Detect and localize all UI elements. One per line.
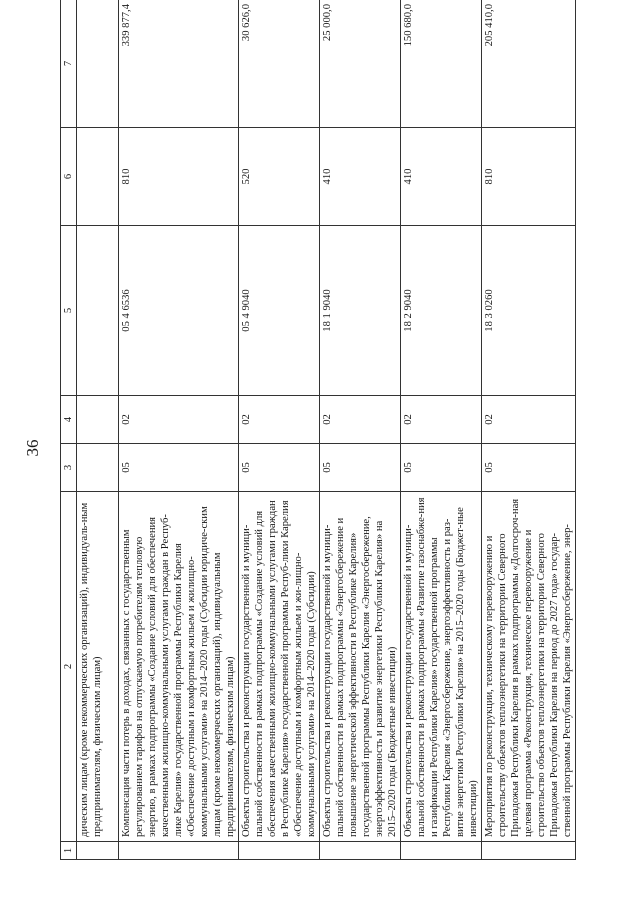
row-amount: 25 000,0: [320, 0, 401, 128]
row-index-cell: [401, 842, 482, 860]
budget-table: [60, 0, 576, 860]
row-name: Объекты строительства и реконструкции государственной и муници-пальной собственности в рамках подпрограммы «Энергосбережение и повышение энергетической эффективности в Республике Карелия» государственной программы Республики Карелия «Энергосбережение, энергоэффективность и развитие энергетики Республики Карелия» на 2015–2020 годы (Бюджетные инвестиции): [320, 492, 401, 842]
row-subsection: 02: [401, 396, 482, 444]
row-subsection: 02: [239, 396, 320, 444]
header-col-2: 2: [61, 492, 77, 842]
row-target-code: 05 4 6536: [119, 226, 239, 396]
row-amount: 339 877,4: [119, 0, 239, 128]
header-col-6: 6: [61, 128, 77, 226]
header-col-5: 5: [61, 226, 77, 396]
row-target-code: 05 4 9040: [239, 226, 320, 396]
row-amount: 150 680,0: [401, 0, 482, 128]
row-target-code: 18 1 9040: [320, 226, 401, 396]
row-expense-type: 520: [239, 128, 320, 226]
header-col-3: 3: [61, 444, 77, 492]
row-name: Объекты строительства и реконструкции государственной и муници-пальной собственности в рамках подпрограммы «Создание условий для обеспечения качественными жилищно-коммунальными услугами граждан в Республике Карелия» государственной программы Респуб-лики Карелия «Обеспечение доступным и комфортным жильем и жи-лищно-коммунальными услугами» на 2014–2020 годы (Субсидии): [239, 492, 320, 842]
header-col-7: 7: [61, 0, 77, 128]
rotated-table-container: [60, 0, 620, 860]
table-row: [482, 0, 576, 860]
row-subsection: 02: [119, 396, 239, 444]
row-expense-type: 410: [320, 128, 401, 226]
row-subsection: 02: [320, 396, 401, 444]
row-target-code: 18 3 0260: [482, 226, 576, 396]
page-number: 36: [23, 439, 42, 457]
row-amount: [77, 0, 119, 128]
row-expense-type: 810: [119, 128, 239, 226]
row-index-cell: [119, 842, 239, 860]
row-name: дическим лицам (кроме некоммерческих организаций), индивидуаль-ным предпринимателям, физическим лицам): [77, 492, 119, 842]
table-row: [119, 0, 239, 860]
row-section: [77, 444, 119, 492]
header-col-4: 4: [61, 396, 77, 444]
row-expense-type: 410: [401, 128, 482, 226]
row-expense-type: 810: [482, 128, 576, 226]
table-row: [401, 0, 482, 860]
row-target-code: [77, 226, 119, 396]
row-section: 05: [239, 444, 320, 492]
row-expense-type: [77, 128, 119, 226]
row-name: Объекты строительства и реконструкции государственной и муници-пальной собственности в рамках подпрограммы «Развитие газоснабже-ния и газификации Республики Карелия» государственной программы Республики Карелия «Энергосбережение, энергоэффективность и раз-витие энергетики Республики Карелия» на 2015–2020 годы (Бюджет-ные инвестиции): [401, 492, 482, 842]
row-section: 05: [482, 444, 576, 492]
row-index-cell: [239, 842, 320, 860]
row-amount: 30 626,0: [239, 0, 320, 128]
row-name: Мероприятия по реконструкции, техническому перевооружению и строительству объектов теплоэнергетики на территории Северного Приладожья Республики Карелия в рамках подпрограммы «Долгосроч-ная целевая программа «Реконструкция, техническое перевооружение и строительство объектов теплоэнергетики на территории Северного Приладожья Республики Карелия на период до 2027 года» государ-ственной программы Республики Карелия «Энергосбережение, энер-: [482, 492, 576, 842]
row-index-cell: [77, 842, 119, 860]
table-row: [320, 0, 401, 860]
row-subsection: 02: [482, 396, 576, 444]
header-col-1: 1: [61, 842, 77, 860]
row-amount: 205 410,0: [482, 0, 576, 128]
table-row: [77, 0, 119, 860]
row-subsection: [77, 396, 119, 444]
row-section: 05: [119, 444, 239, 492]
row-index-cell: [320, 842, 401, 860]
row-section: 05: [401, 444, 482, 492]
row-section: 05: [320, 444, 401, 492]
row-target-code: 18 2 9040: [401, 226, 482, 396]
row-name: Компенсация части потерь в доходах, связанных с государственным регулированием тарифов на отпускаемую потребителям тепловую энергию, в рамках подпрограммы «Создание условий для обеспечения качественными жилищно-коммунальными услугами граждан в Респуб-лике Карелия» государственной программы Республики Карелия «Обеспечение доступным и комфортным жильем и жилищно-коммунальными услугами» на 2014–2020 годы (Субсидии юридиче-ским лицам (кроме некоммерческих организаций), индивидуальным предпринимателям, физическим лицам): [119, 492, 239, 842]
row-index-cell: [482, 842, 576, 860]
table-header-row: [61, 0, 77, 860]
table-row: [239, 0, 320, 860]
